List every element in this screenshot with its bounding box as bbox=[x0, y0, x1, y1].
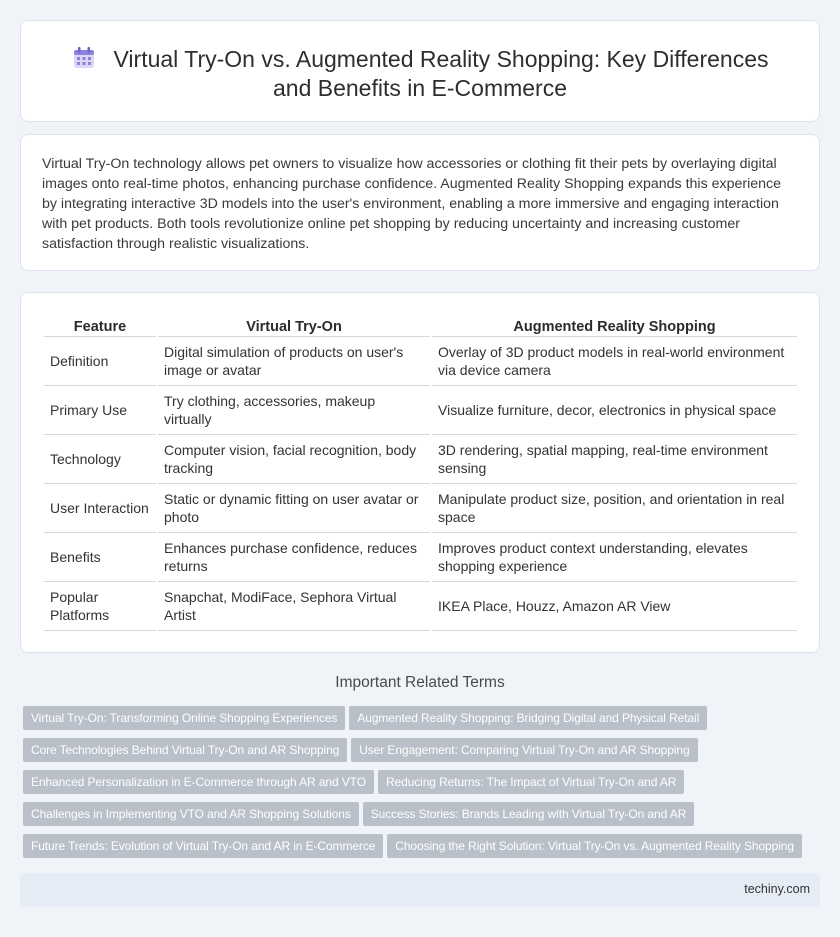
comparison-table bbox=[42, 315, 799, 631]
table-header-row bbox=[44, 315, 797, 337]
table-row bbox=[44, 484, 797, 533]
virtual-try-on-cell: Enhances purchase confidence, reduces returns bbox=[158, 533, 430, 582]
related-term-tag[interactable]: Challenges in Implementing VTO and AR Shopping Solutions bbox=[23, 802, 359, 826]
feature-cell: Popular Platforms bbox=[44, 582, 156, 631]
ar-shopping-cell: 3D rendering, spatial mapping, real-time environment sensing bbox=[432, 435, 797, 484]
related-term-tag[interactable]: Choosing the Right Solution: Virtual Try-On vs. Augmented Reality Shopping bbox=[387, 834, 802, 858]
feature-cell: Primary Use bbox=[44, 386, 156, 435]
table-row bbox=[44, 337, 797, 386]
feature-cell: Technology bbox=[44, 435, 156, 484]
title-text: Virtual Try-On vs. Augmented Reality Shopping: Key Differences and Benefits in E-Commerce bbox=[113, 46, 769, 101]
tag-row bbox=[23, 706, 823, 738]
feature-cell: User Interaction bbox=[44, 484, 156, 533]
related-term-tag[interactable]: Future Trends: Evolution of Virtual Try-On and AR in E-Commerce bbox=[23, 834, 383, 858]
feature-cell: Benefits bbox=[44, 533, 156, 582]
related-term-tag[interactable]: User Engagement: Comparing Virtual Try-On and AR Shopping bbox=[351, 738, 697, 762]
ar-shopping-cell: Overlay of 3D product models in real-world environment via device camera bbox=[432, 337, 797, 386]
related-terms-heading: Important Related Terms bbox=[335, 674, 505, 691]
table-row bbox=[44, 386, 797, 435]
related-terms-list bbox=[23, 706, 823, 866]
tag-row bbox=[23, 834, 823, 866]
virtual-try-on-cell: Computer vision, facial recognition, body tracking bbox=[158, 435, 430, 484]
related-term-tag[interactable]: Enhanced Personalization in E-Commerce through AR and VTO bbox=[23, 770, 374, 794]
virtual-try-on-cell: Digital simulation of products on user's image or avatar bbox=[158, 337, 430, 386]
tag-row bbox=[23, 770, 823, 802]
related-term-tag[interactable]: Virtual Try-On: Transforming Online Shopping Experiences bbox=[23, 706, 345, 730]
page-title bbox=[21, 45, 819, 103]
ar-shopping-cell: Manipulate product size, position, and orientation in real space bbox=[432, 484, 797, 533]
footer-bar bbox=[20, 873, 820, 907]
ar-shopping-cell: Visualize furniture, decor, electronics in physical space bbox=[432, 386, 797, 435]
ar-shopping-cell: IKEA Place, Houzz, Amazon AR View bbox=[432, 582, 797, 631]
header-card bbox=[20, 20, 820, 122]
intro-paragraph: Virtual Try-On technology allows pet owners to visualize how accessories or clothing fit their pets by overlaying digital images onto real-time photos, enhancing purchase confidence. Augmented Reality Shopping expands this experience by integrating interactive 3D models into the user's environment, enabling a more immersive and engaging interaction with pet products. Both tools revolutionize online pet shopping by reducing uncertainty and increasing customer satisfaction through realistic visualizations. bbox=[42, 156, 782, 252]
footer-site-link[interactable]: techiny.com bbox=[744, 882, 810, 896]
column-header-virtual-try-on: Virtual Try-On bbox=[158, 315, 430, 337]
calendar-icon bbox=[72, 46, 96, 70]
table-row bbox=[44, 582, 797, 631]
related-term-tag[interactable]: Augmented Reality Shopping: Bridging Digital and Physical Retail bbox=[349, 706, 707, 730]
virtual-try-on-cell: Static or dynamic fitting on user avatar or photo bbox=[158, 484, 430, 533]
table-row bbox=[44, 435, 797, 484]
tag-row bbox=[23, 738, 823, 770]
comparison-card bbox=[20, 292, 820, 653]
related-term-tag[interactable]: Success Stories: Brands Leading with Virtual Try-On and AR bbox=[363, 802, 694, 826]
tag-row bbox=[23, 802, 823, 834]
ar-shopping-cell: Improves product context understanding, elevates shopping experience bbox=[432, 533, 797, 582]
related-term-tag[interactable]: Reducing Returns: The Impact of Virtual Try-On and AR bbox=[378, 770, 684, 794]
column-header-feature: Feature bbox=[44, 315, 156, 337]
feature-cell: Definition bbox=[44, 337, 156, 386]
column-header-ar-shopping: Augmented Reality Shopping bbox=[432, 315, 797, 337]
intro-card bbox=[20, 134, 820, 271]
virtual-try-on-cell: Try clothing, accessories, makeup virtually bbox=[158, 386, 430, 435]
virtual-try-on-cell: Snapchat, ModiFace, Sephora Virtual Artist bbox=[158, 582, 430, 631]
related-term-tag[interactable]: Core Technologies Behind Virtual Try-On and AR Shopping bbox=[23, 738, 347, 762]
table-row bbox=[44, 533, 797, 582]
